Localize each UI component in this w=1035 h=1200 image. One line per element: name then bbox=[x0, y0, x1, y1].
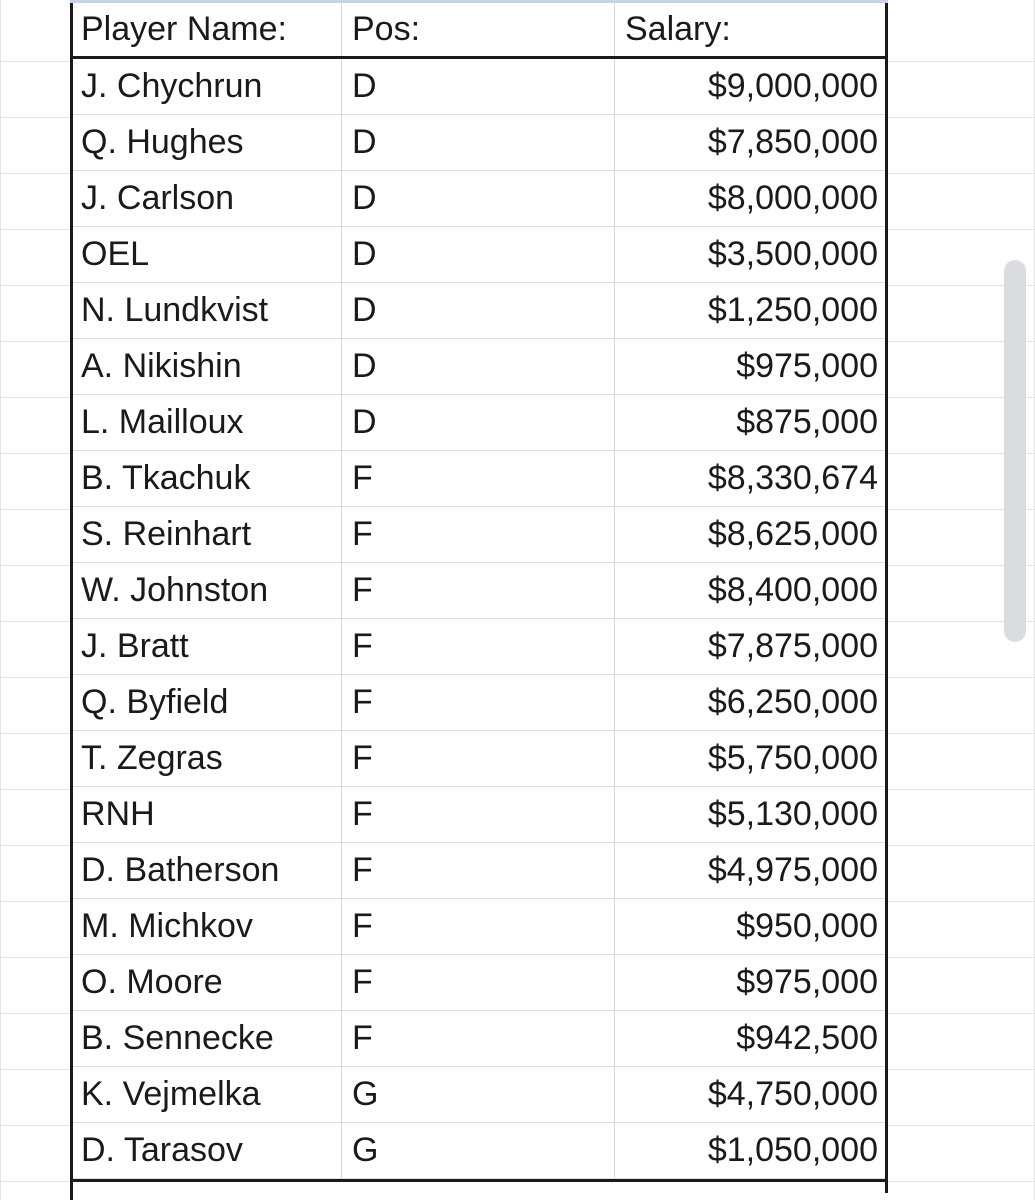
pos-cell[interactable]: D bbox=[342, 227, 615, 282]
header-salary[interactable]: Salary: bbox=[625, 10, 731, 48]
pos-cell[interactable]: D bbox=[342, 395, 615, 450]
player-name-cell[interactable]: J. Bratt bbox=[72, 619, 342, 674]
player-name-cell[interactable]: J. Carlson bbox=[72, 171, 342, 226]
grid-row-line bbox=[0, 229, 70, 230]
salary-cell[interactable]: $1,250,000 bbox=[707, 291, 878, 329]
pos-cell[interactable]: F bbox=[342, 675, 615, 730]
pos-cell[interactable]: F bbox=[342, 955, 615, 1010]
salary-cell[interactable]: $950,000 bbox=[736, 907, 878, 945]
grid-row-line bbox=[888, 173, 1035, 174]
grid-row-line bbox=[0, 1069, 70, 1070]
grid-column-line bbox=[0, 0, 1, 1200]
table-row bbox=[72, 563, 888, 619]
player-name-cell[interactable]: D. Batherson bbox=[72, 843, 342, 898]
table-row bbox=[72, 955, 888, 1011]
table-row bbox=[72, 171, 888, 227]
pos-cell[interactable]: D bbox=[342, 283, 615, 338]
grid-row-line bbox=[0, 621, 70, 622]
player-name-cell[interactable]: O. Moore bbox=[72, 955, 342, 1010]
salary-cell[interactable]: $8,000,000 bbox=[707, 179, 878, 217]
pos-cell[interactable]: D bbox=[342, 171, 615, 226]
salary-cell[interactable]: $8,400,000 bbox=[707, 571, 878, 609]
grid-row-line bbox=[0, 733, 70, 734]
pos-cell[interactable]: F bbox=[342, 1011, 615, 1066]
table-row bbox=[72, 899, 888, 955]
grid-row-line bbox=[888, 1069, 1035, 1070]
table-row bbox=[72, 1123, 888, 1179]
grid-row-line bbox=[888, 677, 1035, 678]
grid-row-line bbox=[0, 957, 70, 958]
table-border-left bbox=[70, 3, 73, 1200]
table-row bbox=[72, 507, 888, 563]
grid-row-line bbox=[0, 1013, 70, 1014]
pos-cell[interactable]: D bbox=[342, 115, 615, 170]
player-name-cell[interactable]: D. Tarasov bbox=[72, 1123, 342, 1178]
vertical-scrollbar-thumb[interactable] bbox=[1004, 260, 1026, 642]
grid-row-line bbox=[0, 61, 70, 62]
table-row bbox=[72, 59, 888, 115]
player-name-cell[interactable]: S. Reinhart bbox=[72, 507, 342, 562]
salary-cell[interactable]: $4,975,000 bbox=[707, 851, 878, 889]
player-name-cell[interactable]: B. Tkachuk bbox=[72, 451, 342, 506]
table-border-bottom bbox=[70, 1179, 888, 1182]
pos-cell[interactable]: G bbox=[342, 1123, 615, 1178]
salary-cell[interactable]: $875,000 bbox=[736, 403, 878, 441]
salary-cell[interactable]: $942,500 bbox=[736, 1019, 878, 1057]
header-player-name[interactable]: Player Name: bbox=[72, 3, 342, 56]
grid-row-line bbox=[0, 509, 70, 510]
pos-cell[interactable]: F bbox=[342, 619, 615, 674]
salary-cell[interactable]: $975,000 bbox=[736, 347, 878, 385]
salary-cell[interactable]: $7,850,000 bbox=[707, 123, 878, 161]
grid-row-line bbox=[888, 61, 1035, 62]
salary-table bbox=[72, 3, 888, 1179]
grid-row-line bbox=[0, 1125, 70, 1126]
table-row bbox=[72, 731, 888, 787]
grid-row-line bbox=[0, 453, 70, 454]
grid-row-line bbox=[0, 341, 70, 342]
grid-row-line bbox=[888, 1125, 1035, 1126]
grid-row-line bbox=[0, 789, 70, 790]
table-row bbox=[72, 787, 888, 843]
player-name-cell[interactable]: A. Nikishin bbox=[72, 339, 342, 394]
salary-cell[interactable]: $975,000 bbox=[736, 963, 878, 1001]
player-name-cell[interactable]: K. Vejmelka bbox=[72, 1067, 342, 1122]
pos-cell[interactable]: F bbox=[342, 731, 615, 786]
player-name-cell[interactable]: J. Chychrun bbox=[72, 59, 342, 114]
player-name-cell[interactable]: L. Mailloux bbox=[72, 395, 342, 450]
salary-cell[interactable]: $9,000,000 bbox=[707, 67, 878, 105]
grid-row-line bbox=[888, 957, 1035, 958]
table-body bbox=[72, 59, 888, 1179]
grid-row-line bbox=[888, 1181, 1035, 1182]
salary-cell[interactable]: $5,750,000 bbox=[707, 739, 878, 777]
pos-cell[interactable]: F bbox=[342, 563, 615, 618]
grid-row-line bbox=[888, 733, 1035, 734]
player-name-cell[interactable]: W. Johnston bbox=[72, 563, 342, 618]
salary-cell[interactable]: $8,330,674 bbox=[707, 459, 878, 497]
table-row bbox=[72, 395, 888, 451]
grid-row-line bbox=[888, 229, 1035, 230]
grid-row-line bbox=[888, 1013, 1035, 1014]
grid-row-line bbox=[0, 117, 70, 118]
player-name-cell[interactable]: OEL bbox=[72, 227, 342, 282]
pos-cell[interactable]: F bbox=[342, 899, 615, 954]
salary-cell[interactable]: $8,625,000 bbox=[707, 515, 878, 553]
table-row bbox=[72, 1011, 888, 1067]
grid-row-line bbox=[0, 677, 70, 678]
grid-row-line bbox=[0, 565, 70, 566]
pos-cell[interactable]: G bbox=[342, 1067, 615, 1122]
table-row bbox=[72, 339, 888, 395]
table-row bbox=[72, 1067, 888, 1123]
grid-row-line bbox=[888, 901, 1035, 902]
grid-row-line bbox=[888, 117, 1035, 118]
grid-row-line bbox=[0, 285, 70, 286]
player-name-cell[interactable]: Q. Hughes bbox=[72, 115, 342, 170]
table-row bbox=[72, 619, 888, 675]
table-row bbox=[72, 843, 888, 899]
pos-cell[interactable]: D bbox=[342, 59, 615, 114]
salary-cell[interactable]: $7,875,000 bbox=[707, 627, 878, 665]
grid-row-line bbox=[0, 845, 70, 846]
pos-cell[interactable]: F bbox=[342, 507, 615, 562]
header-row bbox=[72, 3, 888, 59]
grid-row-line bbox=[888, 789, 1035, 790]
salary-cell[interactable]: $5,130,000 bbox=[707, 795, 878, 833]
player-name-cell[interactable]: T. Zegras bbox=[72, 731, 342, 786]
pos-cell[interactable]: F bbox=[342, 787, 615, 842]
table-row bbox=[72, 675, 888, 731]
pos-cell[interactable]: D bbox=[342, 339, 615, 394]
grid-row-line bbox=[0, 173, 70, 174]
player-name-cell[interactable]: N. Lundkvist bbox=[72, 283, 342, 338]
salary-cell[interactable]: $1,050,000 bbox=[707, 1131, 878, 1169]
grid-row-line bbox=[0, 901, 70, 902]
table-row bbox=[72, 227, 888, 283]
pos-cell[interactable]: F bbox=[342, 451, 615, 506]
player-name-cell[interactable]: M. Michkov bbox=[72, 899, 342, 954]
player-name-cell[interactable]: Q. Byfield bbox=[72, 675, 342, 730]
player-name-cell[interactable]: RNH bbox=[72, 787, 342, 842]
table-row bbox=[72, 115, 888, 171]
grid-row-line bbox=[0, 1181, 70, 1182]
table-row bbox=[72, 451, 888, 507]
salary-cell[interactable]: $4,750,000 bbox=[707, 1075, 878, 1113]
salary-cell[interactable]: $6,250,000 bbox=[707, 683, 878, 721]
grid-row-line bbox=[888, 845, 1035, 846]
table-border-right bbox=[885, 3, 888, 1193]
header-pos[interactable]: Pos: bbox=[342, 3, 615, 56]
player-name-cell[interactable]: B. Sennecke bbox=[72, 1011, 342, 1066]
table-row bbox=[72, 283, 888, 339]
pos-cell[interactable]: F bbox=[342, 843, 615, 898]
salary-cell[interactable]: $3,500,000 bbox=[707, 235, 878, 273]
grid-row-line bbox=[0, 397, 70, 398]
